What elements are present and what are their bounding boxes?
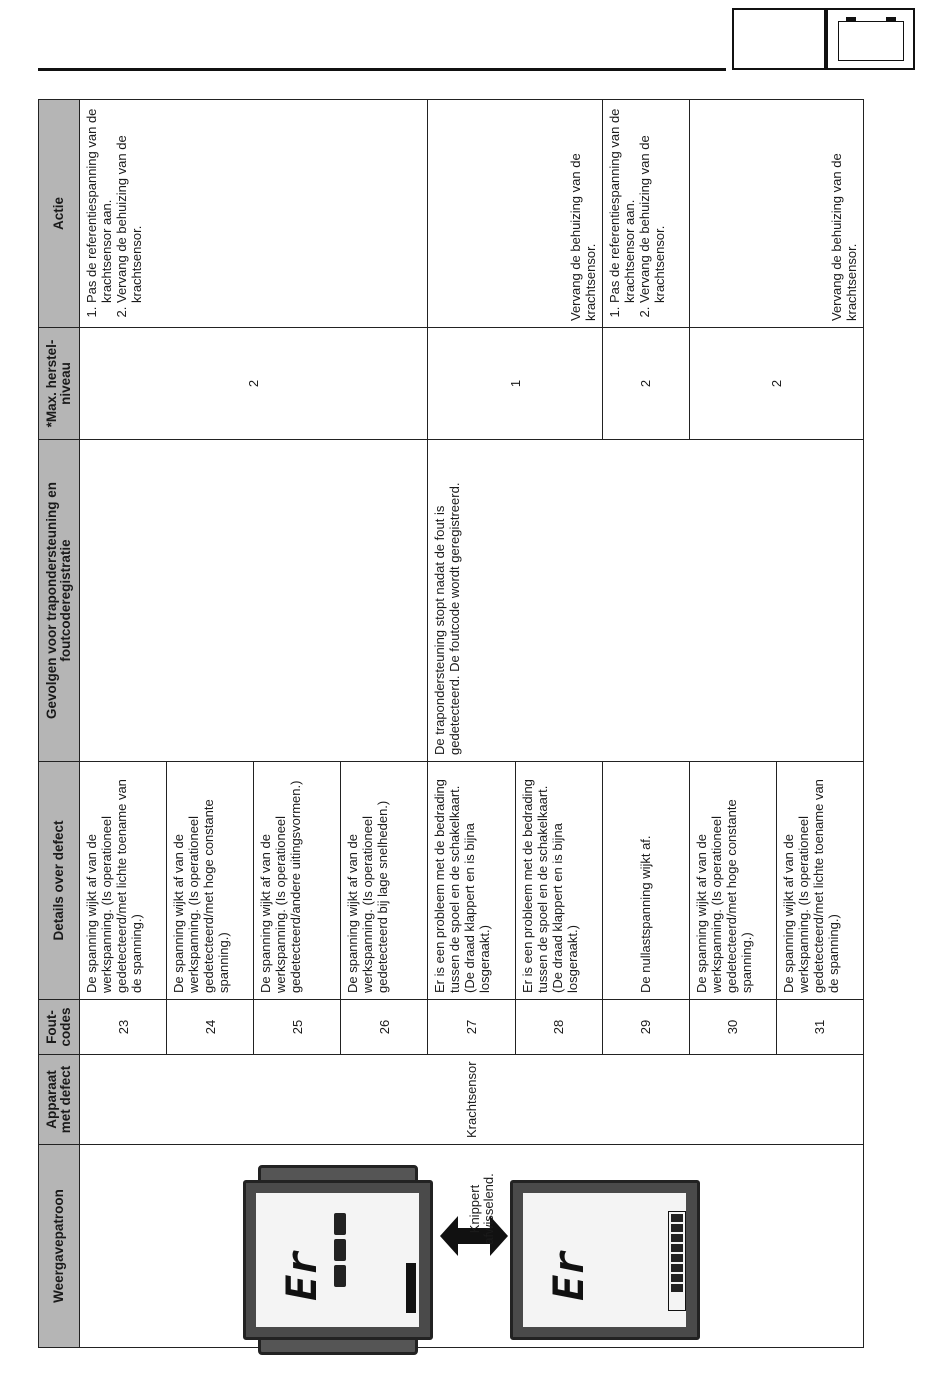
code-cell: 28 (515, 1000, 602, 1055)
col-header-codes: Fout-codes (39, 1000, 80, 1055)
error-code-table (38, 99, 864, 1348)
battery-level-bar (668, 1211, 686, 1311)
action-cell: Vervang de behuizing van de krachtsensor. (428, 100, 602, 328)
detail-cell: Er is een probleem met de bedrading tussen de spoel en de schakelkaart. (De draad klappert en is bijna losgeraakt.) (428, 762, 515, 1000)
detail-cell: De spanning wijkt af van de werkspanning. (Is operationeel gedetecteerd/met lichte toename van de spanning.) (80, 762, 167, 1000)
lcd-display-2 (510, 1180, 700, 1340)
detail-cell: De spanning wijkt af van de werkspanning. (Is operationeel gedetecteerd/andere uitingsvormen.) (254, 762, 341, 1000)
lcd-display-1 (243, 1180, 433, 1340)
detail-cell: De nullastspanning wijkt af. (602, 762, 689, 1000)
code-cell: 23 (80, 1000, 167, 1055)
device-cell: Krachtsensor (80, 1055, 864, 1145)
col-header-action: Actie (39, 100, 80, 328)
level-cell: 1 (428, 328, 602, 440)
consequence-cell: De trapondersteuning stopt nadat de fout is gedetecteerd. De foutcode wordt geregistreerd. (428, 440, 864, 762)
action-step: 2. Vervang de behuizing van de krachtsensor. (114, 106, 144, 303)
header-rule (38, 68, 726, 71)
consequence-cell-empty (80, 440, 428, 762)
brand-badge (406, 1263, 416, 1313)
col-header-device: Apparaat met defect (39, 1055, 80, 1145)
header-box-right (826, 8, 915, 70)
detail-cell: De spanning wijkt af van de werkspanning. (Is operationeel gedetecteerd/met hoge constante spanning.) (167, 762, 254, 1000)
error-er-glyph: Er (543, 1250, 593, 1301)
col-header-level: *Max. herstel-niveau (39, 328, 80, 440)
battery-icon (838, 21, 904, 61)
action-cell (80, 100, 428, 328)
col-header-display: Weergavepatroon (39, 1145, 80, 1348)
code-cell: 24 (167, 1000, 254, 1055)
action-step: 1. Pas de referentiespanning van de krachtsensor aan. (84, 106, 114, 303)
level-cell: 2 (602, 328, 689, 440)
table-row (80, 100, 167, 1348)
action-step: 2. Vervang de behuizing van de krachtsensor. (637, 106, 667, 303)
header-box-left (732, 8, 826, 70)
detail-cell: De spanning wijkt af van de werkspanning. (Is operationeel gedetecteerd/met hoge constante spanning.) (689, 762, 776, 1000)
detail-cell: De spanning wijkt af van de werkspanning. (Is operationeel gedetecteerd bij lage snelheden.) (341, 762, 428, 1000)
detail-cell: Er is een probleem met de bedrading tussen de spoel en de schakelkaart. (De draad klappert en is bijna losgeraakt.) (515, 762, 602, 1000)
level-cell: 2 (689, 328, 863, 440)
code-cell: 29 (602, 1000, 689, 1055)
action-step: 1. Pas de referentiespanning van de krachtsensor aan. (607, 106, 637, 303)
error-er-glyph: Er (276, 1250, 326, 1301)
code-cell: 26 (341, 1000, 428, 1055)
code-cell: 27 (428, 1000, 515, 1055)
level-cell: 2 (80, 328, 428, 440)
col-header-consequences: Gevolgen voor trapondersteuning en foutcoderegistratie (39, 440, 80, 762)
code-cell: 25 (254, 1000, 341, 1055)
error-table-frame (38, 100, 864, 1348)
detail-cell: De spanning wijkt af van de werkspanning. (Is operationeel gedetecteerd/met lichte toename van de spanning.) (776, 762, 863, 1000)
blink-label: Knippert afwisselend. (467, 1173, 496, 1245)
code-cell: 31 (776, 1000, 863, 1055)
col-header-details: Details over defect (39, 762, 80, 1000)
mode-indicator (334, 1213, 346, 1293)
code-cell: 30 (689, 1000, 776, 1055)
action-cell: Vervang de behuizing van de krachtsensor. (689, 100, 863, 328)
action-cell (602, 100, 689, 328)
